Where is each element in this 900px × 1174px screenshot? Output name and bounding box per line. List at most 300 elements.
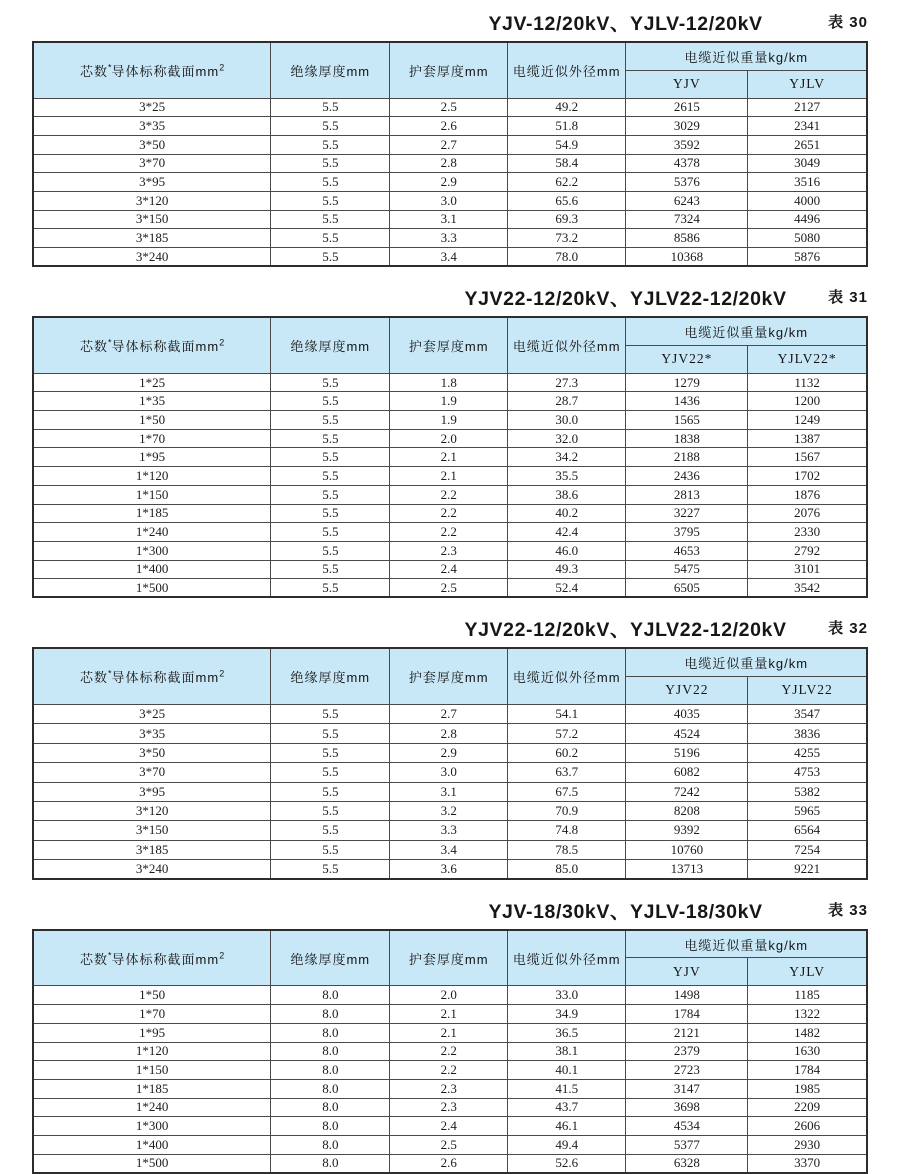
table-cell: 10760 <box>626 840 748 859</box>
table-cell: 5.5 <box>271 504 390 523</box>
table-cell: 2.4 <box>390 560 508 579</box>
table-cell: 2813 <box>626 485 748 504</box>
table-cell: 2.5 <box>390 579 508 598</box>
table-cell: 7254 <box>748 840 867 859</box>
table-cell: 38.1 <box>508 1042 626 1061</box>
table-cell: 85.0 <box>508 860 626 879</box>
table-cell: 2.7 <box>390 135 508 154</box>
table-cell: 49.2 <box>508 98 626 117</box>
table-cell: 65.6 <box>508 191 626 210</box>
table-cell: 1*400 <box>33 560 271 579</box>
table-section <box>32 896 868 1174</box>
table-cell: 4035 <box>626 704 748 723</box>
table-cell: 3.3 <box>390 229 508 248</box>
table-cell: 10368 <box>626 248 748 267</box>
table-cell: 40.1 <box>508 1061 626 1080</box>
table-cell: 9392 <box>626 821 748 840</box>
table-cell: 1*25 <box>33 373 271 392</box>
table-cell: 5.5 <box>271 782 390 801</box>
table-cell: 5.5 <box>271 98 390 117</box>
table-number: 表 30 <box>828 14 868 31</box>
table-cell: 2.8 <box>390 724 508 743</box>
table-cell: 1*95 <box>33 1023 271 1042</box>
table-section <box>32 283 868 598</box>
table-cell: 5.5 <box>271 560 390 579</box>
cable-spec-table <box>32 647 868 880</box>
table-cell: 5.5 <box>271 411 390 430</box>
table-cell: 5.5 <box>271 448 390 467</box>
table-cell: 3*50 <box>33 135 271 154</box>
table-cell: 2930 <box>748 1135 867 1154</box>
table-cell: 3*120 <box>33 191 271 210</box>
table-cell: 8586 <box>626 229 748 248</box>
table-row <box>33 1042 867 1061</box>
table-cell: 36.5 <box>508 1023 626 1042</box>
table-cell: 3101 <box>748 560 867 579</box>
table-cell: 1*300 <box>33 541 271 560</box>
table-cell: 2.0 <box>390 429 508 448</box>
header-weight-group: 电缆近似重量kg/km <box>626 317 867 345</box>
table-cell: 8.0 <box>271 1042 390 1061</box>
table-cell: 6564 <box>748 821 867 840</box>
header-insulation-thickness: 绝缘厚度mm <box>271 42 390 98</box>
table-row <box>33 1098 867 1117</box>
table-cell: 3836 <box>748 724 867 743</box>
table-row <box>33 523 867 542</box>
table-row <box>33 743 867 762</box>
table-cell: 5.5 <box>271 117 390 136</box>
table-cell: 5.5 <box>271 704 390 723</box>
table-cell: 5.5 <box>271 821 390 840</box>
table-cell: 1*120 <box>33 1042 271 1061</box>
table-cell: 4653 <box>626 541 748 560</box>
table-cell: 2615 <box>626 98 748 117</box>
table-row <box>33 117 867 136</box>
table-row <box>33 392 867 411</box>
table-cell: 3*35 <box>33 117 271 136</box>
table-cell: 8.0 <box>271 1005 390 1024</box>
table-cell: 3147 <box>626 1079 748 1098</box>
table-cell: 2.9 <box>390 743 508 762</box>
header-weight-group: 电缆近似重量kg/km <box>626 42 867 70</box>
table-title: YJV-18/30kV、YJLV-18/30kV <box>488 900 763 923</box>
table-row <box>33 485 867 504</box>
table-cell: 13713 <box>626 860 748 879</box>
table-cell: 2.5 <box>390 98 508 117</box>
header-outer-diameter: 电缆近似外径mm <box>508 930 626 986</box>
table-number: 表 33 <box>828 901 868 919</box>
table-cell: 3*240 <box>33 860 271 879</box>
table-cell: 1702 <box>748 467 867 486</box>
header-insulation-thickness: 绝缘厚度mm <box>271 317 390 373</box>
table-cell: 1565 <box>626 411 748 430</box>
table-row <box>33 840 867 859</box>
table-cell: 2.7 <box>390 704 508 723</box>
table-cell: 5.5 <box>271 229 390 248</box>
header-outer-diameter: 电缆近似外径mm <box>508 317 626 373</box>
table-cell: 41.5 <box>508 1079 626 1098</box>
table-cell: 5.5 <box>271 392 390 411</box>
table-cell: 2.6 <box>390 117 508 136</box>
table-cell: 4255 <box>748 743 867 762</box>
table-cell: 3*150 <box>33 210 271 229</box>
table-row <box>33 1135 867 1154</box>
table-row <box>33 191 867 210</box>
header-row-top <box>33 42 867 70</box>
table-cell: 5.5 <box>271 248 390 267</box>
table-cell: 5376 <box>626 173 748 192</box>
table-cell: 8208 <box>626 801 748 820</box>
table-section <box>32 8 868 267</box>
table-cell: 1132 <box>748 373 867 392</box>
table-cell: 1784 <box>748 1061 867 1080</box>
table-cell: 69.3 <box>508 210 626 229</box>
table-cell: 3.0 <box>390 191 508 210</box>
table-cell: 1*70 <box>33 429 271 448</box>
table-cell: 1249 <box>748 411 867 430</box>
table-cell: 1*185 <box>33 1079 271 1098</box>
header-outer-diameter: 电缆近似外径mm <box>508 648 626 704</box>
table-cell: 51.8 <box>508 117 626 136</box>
table-cell: 2.2 <box>390 523 508 542</box>
table-cell: 30.0 <box>508 411 626 430</box>
table-cell: 6082 <box>626 763 748 782</box>
table-cell: 2.1 <box>390 448 508 467</box>
table-cell: 8.0 <box>271 1117 390 1136</box>
table-cell: 5080 <box>748 229 867 248</box>
table-cell: 2.1 <box>390 1005 508 1024</box>
table-cell: 8.0 <box>271 1061 390 1080</box>
table-row <box>33 411 867 430</box>
table-cell: 8.0 <box>271 1135 390 1154</box>
table-cell: 2436 <box>626 467 748 486</box>
table-row <box>33 986 867 1005</box>
header-weight-yjlv: YJLV22* <box>748 345 867 373</box>
table-cell: 1838 <box>626 429 748 448</box>
table-row <box>33 429 867 448</box>
table-cell: 3*150 <box>33 821 271 840</box>
table-cell: 5965 <box>748 801 867 820</box>
table-cell: 1185 <box>748 986 867 1005</box>
table-cell: 40.2 <box>508 504 626 523</box>
table-body <box>33 986 867 1173</box>
table-cell: 73.2 <box>508 229 626 248</box>
header-weight-group: 电缆近似重量kg/km <box>626 648 867 676</box>
table-cell: 1*150 <box>33 1061 271 1080</box>
table-cell: 1*95 <box>33 448 271 467</box>
table-title: YJV-12/20kV、YJLV-12/20kV <box>488 13 763 35</box>
table-cell: 5.5 <box>271 840 390 859</box>
table-cell: 1567 <box>748 448 867 467</box>
table-cell: 6505 <box>626 579 748 598</box>
table-number: 表 32 <box>828 620 868 638</box>
table-cell: 4000 <box>748 191 867 210</box>
table-cell: 5.5 <box>271 467 390 486</box>
table-row <box>33 210 867 229</box>
table-cell: 1*300 <box>33 1117 271 1136</box>
table-row <box>33 763 867 782</box>
table-cell: 52.4 <box>508 579 626 598</box>
table-cell: 9221 <box>748 860 867 879</box>
table-row <box>33 467 867 486</box>
table-row <box>33 373 867 392</box>
table-cell: 3.6 <box>390 860 508 879</box>
table-cell: 1985 <box>748 1079 867 1098</box>
table-cell: 2.2 <box>390 1042 508 1061</box>
header-weight-group: 电缆近似重量kg/km <box>626 930 867 958</box>
table-cell: 1630 <box>748 1042 867 1061</box>
table-row <box>33 782 867 801</box>
table-cell: 5475 <box>626 560 748 579</box>
table-cell: 5.5 <box>271 154 390 173</box>
table-cell: 2651 <box>748 135 867 154</box>
table-cell: 5382 <box>748 782 867 801</box>
table-cell: 1*400 <box>33 1135 271 1154</box>
table-body <box>33 704 867 879</box>
table-cell: 63.7 <box>508 763 626 782</box>
header-insulation-thickness: 绝缘厚度mm <box>271 930 390 986</box>
header-weight-yjlv: YJLV22 <box>748 676 867 704</box>
table-cell: 2.9 <box>390 173 508 192</box>
table-title-row <box>32 614 868 640</box>
table-cell: 2.3 <box>390 541 508 560</box>
table-cell: 5.5 <box>271 135 390 154</box>
table-row <box>33 1023 867 1042</box>
table-cell: 2188 <box>626 448 748 467</box>
table-cell: 1*70 <box>33 1005 271 1024</box>
header-insulation-thickness: 绝缘厚度mm <box>271 648 390 704</box>
table-row <box>33 1154 867 1173</box>
header-weight-yjlv: YJLV <box>748 70 867 98</box>
table-cell: 2.3 <box>390 1098 508 1117</box>
header-weight-yjv: YJV22 <box>626 676 748 704</box>
table-cell: 2.8 <box>390 154 508 173</box>
table-cell: 1876 <box>748 485 867 504</box>
table-cell: 3*70 <box>33 763 271 782</box>
table-cell: 2.3 <box>390 1079 508 1098</box>
table-cell: 1322 <box>748 1005 867 1024</box>
header-core-section: 芯数*导体标称截面$mm^2$ <box>33 930 271 986</box>
table-cell: 3*50 <box>33 743 271 762</box>
table-cell: 3*70 <box>33 154 271 173</box>
table-cell: 1*500 <box>33 1154 271 1173</box>
table-title: YJV22-12/20kV、YJLV22-12/20kV <box>464 288 787 311</box>
table-cell: 3516 <box>748 173 867 192</box>
table-cell: 5.5 <box>271 801 390 820</box>
table-cell: 1*240 <box>33 523 271 542</box>
table-cell: 2606 <box>748 1117 867 1136</box>
table-cell: 5377 <box>626 1135 748 1154</box>
header-sheath-thickness: 护套厚度mm <box>390 648 508 704</box>
table-cell: 58.4 <box>508 154 626 173</box>
table-cell: 2379 <box>626 1042 748 1061</box>
table-cell: 2.1 <box>390 467 508 486</box>
table-cell: 3.4 <box>390 248 508 267</box>
table-cell: 3227 <box>626 504 748 523</box>
table-cell: 8.0 <box>271 1098 390 1117</box>
table-cell: 2341 <box>748 117 867 136</box>
table-cell: 2076 <box>748 504 867 523</box>
table-cell: 1*120 <box>33 467 271 486</box>
table-cell: 3.0 <box>390 763 508 782</box>
table-cell: 5.5 <box>271 860 390 879</box>
table-row <box>33 560 867 579</box>
table-cell: 3370 <box>748 1154 867 1173</box>
table-cell: 3029 <box>626 117 748 136</box>
table-cell: 8.0 <box>271 1154 390 1173</box>
table-cell: 5.5 <box>271 173 390 192</box>
table-cell: 5.5 <box>271 373 390 392</box>
table-cell: 54.1 <box>508 704 626 723</box>
table-cell: 5876 <box>748 248 867 267</box>
table-cell: 3.1 <box>390 210 508 229</box>
table-cell: 2209 <box>748 1098 867 1117</box>
table-cell: 6243 <box>626 191 748 210</box>
table-cell: 78.5 <box>508 840 626 859</box>
header-core-section: 芯数*导体标称截面$mm^2$ <box>33 42 271 98</box>
table-row <box>33 248 867 267</box>
table-section <box>32 614 868 880</box>
table-cell: 52.6 <box>508 1154 626 1173</box>
table-row <box>33 704 867 723</box>
table-cell: 3*25 <box>33 98 271 117</box>
table-cell: 78.0 <box>508 248 626 267</box>
table-cell: 3.1 <box>390 782 508 801</box>
table-cell: 1*150 <box>33 485 271 504</box>
table-body <box>33 98 867 266</box>
table-cell: 3049 <box>748 154 867 173</box>
table-cell: 46.1 <box>508 1117 626 1136</box>
table-cell: 6328 <box>626 1154 748 1173</box>
header-weight-yjv: YJV22* <box>626 345 748 373</box>
table-cell: 2.4 <box>390 1117 508 1136</box>
table-cell: 2.6 <box>390 1154 508 1173</box>
table-cell: 2.5 <box>390 1135 508 1154</box>
tables-host <box>32 8 868 1174</box>
cable-spec-table <box>32 316 868 598</box>
table-cell: 2.1 <box>390 1023 508 1042</box>
table-cell: 3*185 <box>33 840 271 859</box>
table-cell: 43.7 <box>508 1098 626 1117</box>
table-row <box>33 448 867 467</box>
table-row <box>33 724 867 743</box>
table-row <box>33 1005 867 1024</box>
table-cell: 1498 <box>626 986 748 1005</box>
table-row <box>33 1117 867 1136</box>
table-cell: 3795 <box>626 523 748 542</box>
table-row <box>33 1061 867 1080</box>
table-cell: 49.4 <box>508 1135 626 1154</box>
table-cell: 2723 <box>626 1061 748 1080</box>
header-row-top <box>33 930 867 958</box>
table-row <box>33 860 867 879</box>
table-cell: 1.9 <box>390 392 508 411</box>
table-cell: 1*35 <box>33 392 271 411</box>
table-cell: 38.6 <box>508 485 626 504</box>
table-cell: 3592 <box>626 135 748 154</box>
table-cell: 3698 <box>626 1098 748 1117</box>
table-title-row <box>32 8 868 34</box>
header-sheath-thickness: 护套厚度mm <box>390 317 508 373</box>
table-row <box>33 821 867 840</box>
header-row-top <box>33 648 867 676</box>
cable-spec-table <box>32 929 868 1174</box>
table-cell: 4534 <box>626 1117 748 1136</box>
table-cell: 3.4 <box>390 840 508 859</box>
table-cell: 2.2 <box>390 1061 508 1080</box>
table-cell: 49.3 <box>508 560 626 579</box>
header-weight-yjv: YJV <box>626 70 748 98</box>
table-cell: 1*50 <box>33 411 271 430</box>
table-body <box>33 373 867 597</box>
table-cell: 5.5 <box>271 191 390 210</box>
table-cell: 1*500 <box>33 579 271 598</box>
table-cell: 1*50 <box>33 986 271 1005</box>
table-cell: 27.3 <box>508 373 626 392</box>
table-cell: 3*95 <box>33 782 271 801</box>
table-cell: 4524 <box>626 724 748 743</box>
table-cell: 1.9 <box>390 411 508 430</box>
table-cell: 3*240 <box>33 248 271 267</box>
table-row <box>33 229 867 248</box>
table-cell: 1387 <box>748 429 867 448</box>
table-cell: 5.5 <box>271 743 390 762</box>
table-title: YJV22-12/20kV、YJLV22-12/20kV <box>464 619 787 642</box>
table-row <box>33 135 867 154</box>
table-title-row <box>32 896 868 922</box>
table-row <box>33 541 867 560</box>
table-cell: 1482 <box>748 1023 867 1042</box>
table-cell: 2.2 <box>390 504 508 523</box>
table-cell: 46.0 <box>508 541 626 560</box>
header-sheath-thickness: 护套厚度mm <box>390 42 508 98</box>
table-cell: 4753 <box>748 763 867 782</box>
table-cell: 5.5 <box>271 523 390 542</box>
table-cell: 62.2 <box>508 173 626 192</box>
table-cell: 3.3 <box>390 821 508 840</box>
table-cell: 35.5 <box>508 467 626 486</box>
table-cell: 1200 <box>748 392 867 411</box>
table-cell: 34.9 <box>508 1005 626 1024</box>
table-cell: 1436 <box>626 392 748 411</box>
table-cell: 5.5 <box>271 724 390 743</box>
table-row <box>33 579 867 598</box>
table-cell: 42.4 <box>508 523 626 542</box>
table-cell: 4378 <box>626 154 748 173</box>
table-title-row <box>32 283 868 309</box>
table-cell: 1279 <box>626 373 748 392</box>
cable-spec-table <box>32 41 868 267</box>
table-number: 表 31 <box>828 289 868 307</box>
table-cell: 2.2 <box>390 485 508 504</box>
table-row <box>33 98 867 117</box>
table-cell: 1*240 <box>33 1098 271 1117</box>
table-cell: 5.5 <box>271 579 390 598</box>
table-cell: 70.9 <box>508 801 626 820</box>
table-cell: 2127 <box>748 98 867 117</box>
table-cell: 3542 <box>748 579 867 598</box>
table-cell: 5.5 <box>271 763 390 782</box>
table-cell: 5.5 <box>271 485 390 504</box>
table-cell: 3*120 <box>33 801 271 820</box>
table-cell: 8.0 <box>271 986 390 1005</box>
table-cell: 3*35 <box>33 724 271 743</box>
table-cell: 5196 <box>626 743 748 762</box>
table-cell: 5.5 <box>271 210 390 229</box>
table-cell: 1.8 <box>390 373 508 392</box>
table-cell: 8.0 <box>271 1023 390 1042</box>
header-core-section: 芯数*导体标称截面$mm^2$ <box>33 648 271 704</box>
